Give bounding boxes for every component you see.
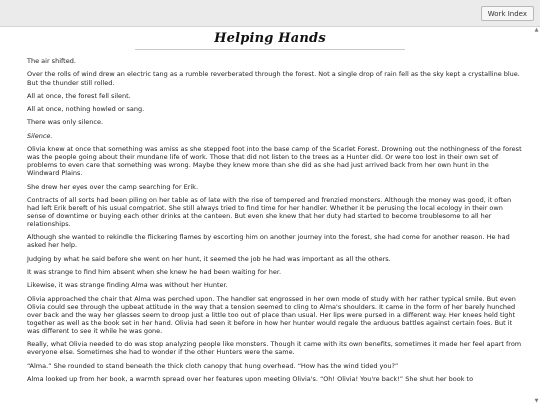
- paragraph: Judging by what he said before she went on her hunt, it seemed the job he had was important as all the others.: [27, 254, 391, 263]
- paragraph: Although she wanted to rekindle the flickering flames by escorting him on another journey into the forest, she had come for another reason. He had asked her help.: [27, 233, 510, 250]
- top-toolbar: [0, 0, 540, 27]
- paragraph: The air shifted.: [27, 57, 76, 66]
- paragraph: There was only silence.: [27, 118, 104, 127]
- paragraph: Contracts of all sorts had been piling on her table as of late with the rise of tempered and frenzied monsters. Although the money was good, it often had left Erik bereft of his usual compatriot. She still always tried to find time for her handler. Whether it be perusing the local ecology in their own sense of downtime or buying each other drinks at the canteen. But even she knew that her duty had started to become troublesome to all her relationships.: [27, 195, 512, 229]
- story-title: Helping Hands: [214, 31, 326, 46]
- paragraph: Alma looked up from her book, a warmth spread over her features upon meeting Olivia's. “Oh! Olivia! You're back!” She shut her book to: [27, 374, 474, 383]
- paragraph: It was strange to find him absent when she knew he had been waiting for her.: [27, 268, 282, 277]
- paragraph: All at once, nothing howled or sang.: [27, 105, 145, 114]
- title-divider: [135, 49, 405, 50]
- paragraph: Likewise, it was strange finding Alma was without her Hunter.: [27, 281, 228, 290]
- paragraph: Olivia approached the chair that Alma was perched upon. The handler sat engrossed in her own mode of study with her rather typical smile. But even Olivia could see through the upbeat attitude in the way that a tension seemed to cling to Alma's shoulders. It came in the form of her barely hunched over back and the way her glasses seem to droop just a little too out of place than usual. Her lips were pursed in a different way. Her knees held tight together as well as the book set in her hand. Olivia had seen it before in how her hunter would regale the arduous battles against certain foes. But it was different to see it while he was gone.: [27, 294, 516, 335]
- paragraph: All at once, the forest fell silent.: [27, 91, 131, 100]
- story-body: [27, 52, 523, 383]
- paragraph: Silence.: [27, 131, 53, 140]
- paragraph: Olivia knew at once that something was amiss as she stepped foot into the base camp of the Scarlet Forest. Drowning out the nothingness of the forest was the people going about their mundane life of work. Those that did not listen to the trees as a Hunter did. Or were too lost in their own set of problems to even care that something was wrong. Maybe they knew more than she did as she had just arrived back from her own hunt in the Windward Plains.: [27, 144, 522, 178]
- scroll-down-arrow-icon[interactable]: ▼: [534, 398, 539, 404]
- paragraph: She drew her eyes over the camp searching for Erik.: [27, 182, 199, 191]
- work-index-button[interactable]: Work Index: [481, 6, 534, 21]
- paragraph: Over the rolls of wind drew an electric tang as a rumble reverberated through the forest. Not a single drop of rain fell as the sky kept a crystalline blue. But the thunder still rolled.: [27, 70, 520, 87]
- paragraph: “Alma.” She rounded to stand beneath the thick cloth canopy that hung overhead. “How has the wind tided you?”: [27, 361, 399, 370]
- scroll-up-arrow-icon[interactable]: ▲: [534, 27, 539, 33]
- paragraph: Really, what Olivia needed to do was stop analyzing people like monsters. Though it came with its own benefits, sometimes it made her feel apart from everyone else. Sometimes she had to wonder if the other Hunters were the same.: [27, 340, 522, 357]
